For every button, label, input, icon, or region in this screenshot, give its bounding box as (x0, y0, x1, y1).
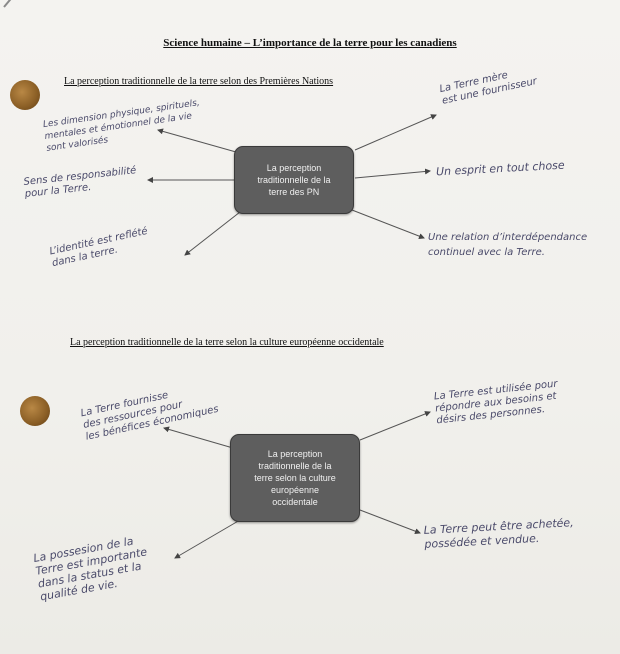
note-pn-responsabilite: Sens de responsabilité pour la Terre. (23, 165, 137, 200)
arrow-pn-mr (355, 171, 430, 178)
note-eu-achetee: La Terre peut être achetée, possédée et vendue. (423, 516, 574, 551)
center-node-eu (230, 434, 360, 522)
note-eu-ressources: La Terre fournisse des ressources pour les bénéfices économiques (79, 389, 220, 443)
arrow-pn-bl (185, 212, 240, 255)
page-title: Science humaine – L’importance de la terre pour les canadiens (163, 37, 457, 49)
center-node-eu-label: La perception traditionnelle de la terre selon la culture européenne occidentale (254, 449, 336, 507)
section2-heading: La perception traditionnelle de la terre selon la culture européenne occidentale (70, 337, 384, 348)
arrow-eu-tr (360, 412, 430, 440)
note-pn-dimensions: Les dimension physique, spirituels, mentales et émotionnel de la vie sont valorisés (42, 98, 201, 154)
arrow-eu-br (360, 510, 420, 533)
section1-heading: La perception traditionnelle de la terre selon des Premières Nations (64, 76, 334, 87)
arrow-pn-br (352, 210, 424, 238)
arrow-pn-tr (355, 115, 436, 150)
arrow-eu-bl (175, 520, 240, 558)
note-eu-besoins: La Terre est utilisée pour répondre aux besoins et désirs des personnes. (433, 378, 559, 427)
center-node-pn (234, 146, 354, 214)
note-pn-identite: L’identité est reflété dans la terre. (48, 225, 149, 270)
arrow-eu-tl (164, 428, 233, 448)
note-eu-possession: La possesion de la Terre est importante dans la status et la qualité de vie. (32, 534, 149, 604)
center-node-pn-label: La perception traditionnelle de la terre des PN (257, 163, 331, 197)
note-pn-esprit: Un esprit en tout chose (435, 158, 565, 179)
note-pn-relation: Une relation d’interdépendance continuel avec la Terre. (428, 232, 588, 258)
note-pn-terre-mere: La Terre mère est une fournisseur (438, 69, 538, 107)
